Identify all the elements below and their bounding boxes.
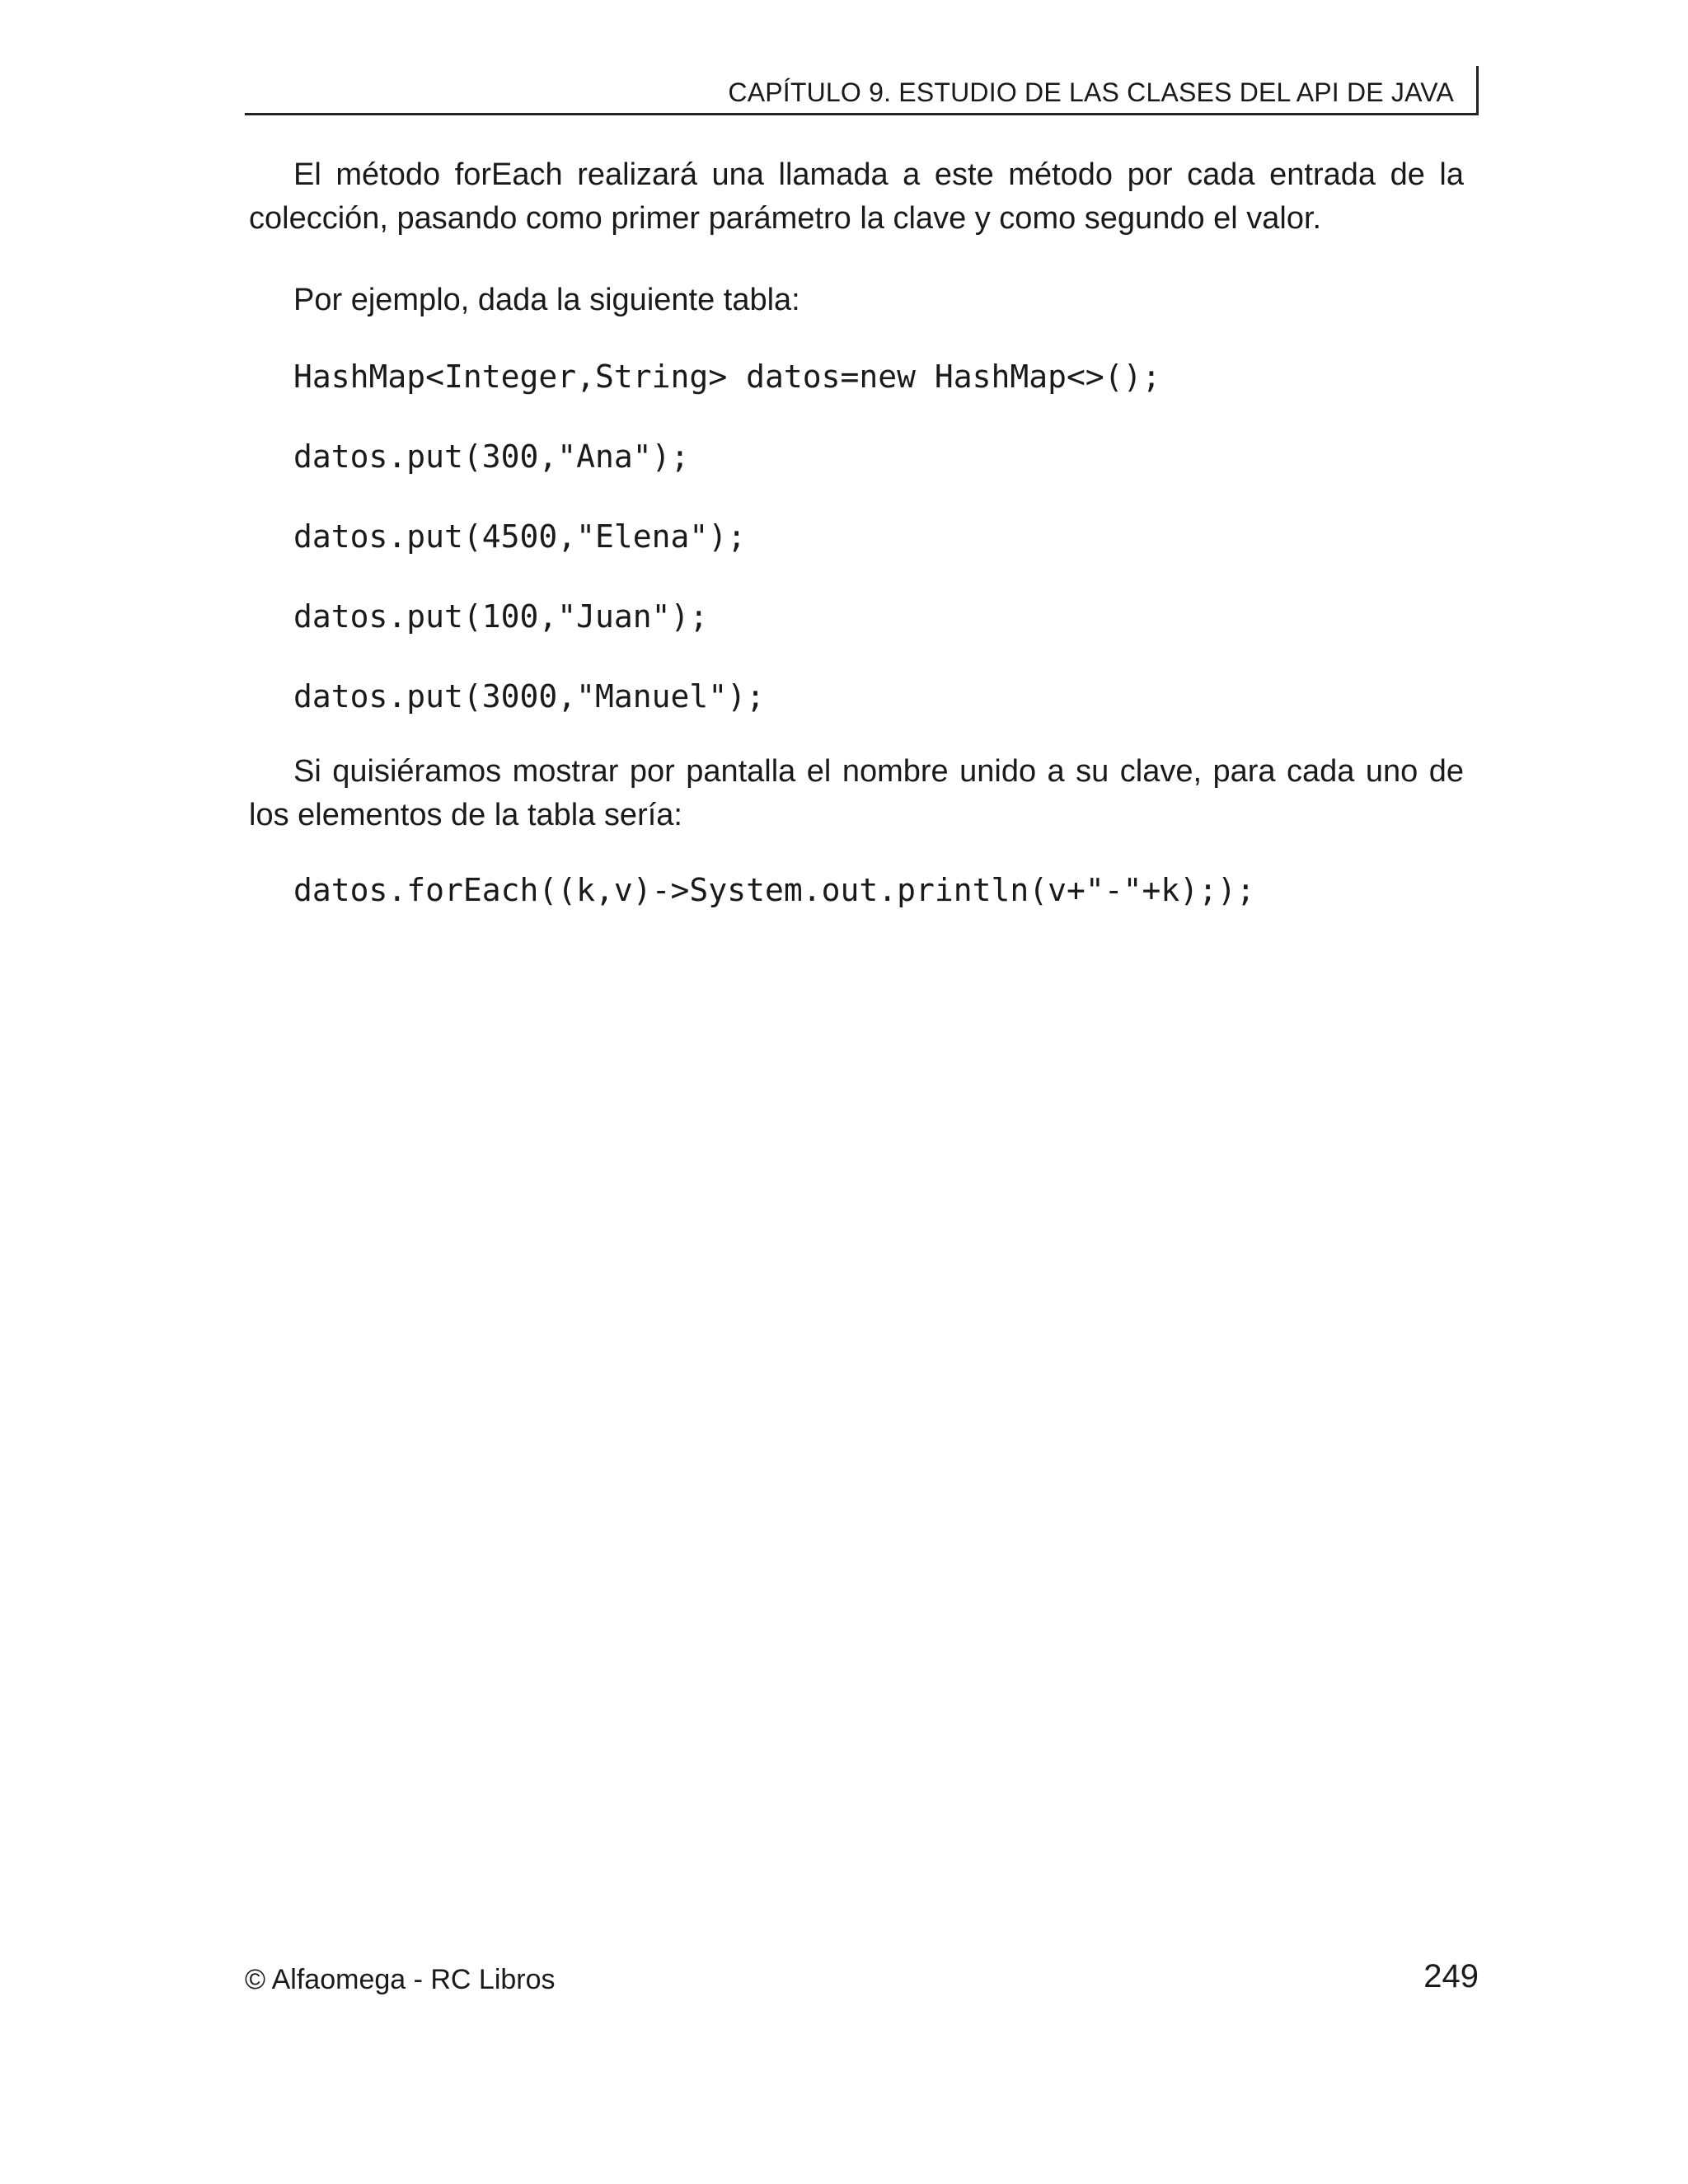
- code-line: datos.put(3000,"Manuel");: [293, 678, 765, 715]
- paragraph-foreach-description: El método forEach realizará una llamada a este método por cada entrada de la colección, pasando como primer parámetro la clave y como segundo el valor.: [249, 157, 1464, 236]
- code-block-hashmap: [249, 355, 1464, 719]
- code-line: datos.put(300,"Ana");: [293, 438, 690, 475]
- page-number: 249: [1423, 1958, 1479, 1994]
- code-line: HashMap<Integer,String> datos=new HashMap<>();: [293, 359, 1161, 395]
- code-line: datos.put(100,"Juan");: [293, 598, 709, 635]
- code-block-foreach: [249, 869, 1464, 912]
- code-line: datos.put(4500,"Elena");: [293, 518, 747, 555]
- code-line: datos.forEach((k,v)->System.out.println(v+"-"+k););: [293, 872, 1255, 908]
- running-header: [245, 66, 1479, 115]
- header-rule-right: [1476, 66, 1479, 113]
- paragraph-display-intro: Si quisiéramos mostrar por pantalla el nombre unido a su clave, para cada uno de los elementos de la tabla sería:: [249, 754, 1464, 832]
- footer-copyright: © Alfaomega - RC Libros: [245, 1964, 556, 1995]
- page-content: [249, 153, 1464, 912]
- running-header-title: CAPÍTULO 9. ESTUDIO DE LAS CLASES DEL API DE JAVA: [728, 77, 1454, 107]
- paragraph-example-intro: Por ejemplo, dada la siguiente tabla:: [293, 283, 800, 317]
